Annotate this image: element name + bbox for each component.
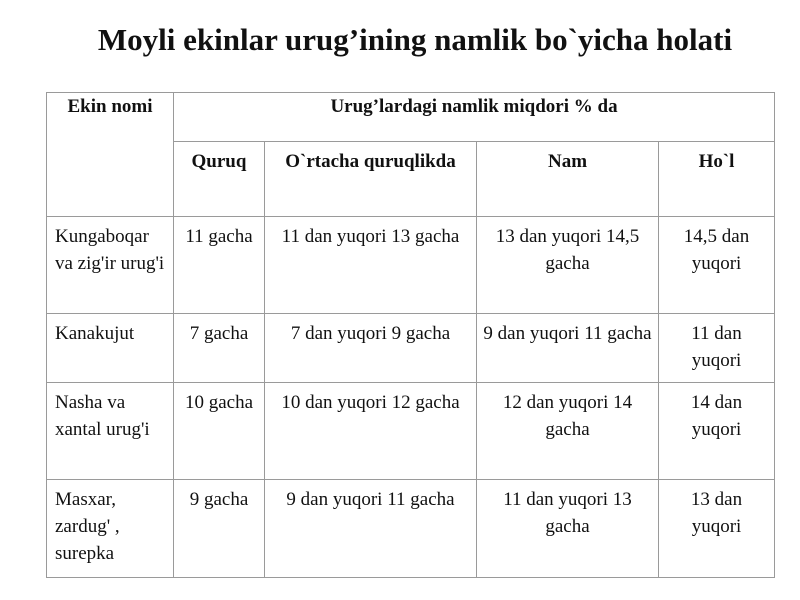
table-cell: 11 dan yuqori	[659, 314, 775, 383]
table-cell: 7 gacha	[174, 314, 265, 383]
table-cell: 9 dan yuqori 11 gacha	[477, 314, 659, 383]
table-cell: 10 dan yuqori 12 gacha	[265, 383, 477, 480]
table-cell: 11 gacha	[174, 217, 265, 314]
table-cell: 11 dan yuqori 13 gacha	[265, 217, 477, 314]
table-header-row	[47, 93, 775, 142]
table-cell: 10 gacha	[174, 383, 265, 480]
crop-name-cell: Masxar, zardug' , surepka	[47, 480, 174, 578]
table-cell: 13 dan yuqori	[659, 480, 775, 578]
crop-name-cell: Kungaboqar va zig'ir urug'i	[47, 217, 174, 314]
crop-name-cell: Kanakujut	[47, 314, 174, 383]
table-cell: 14,5 dan yuqori	[659, 217, 775, 314]
header-column-moist: Nam	[477, 142, 659, 217]
page-title: Moyli ekinlar urug’ining namlik bo`yicha holati	[97, 22, 733, 57]
table-row	[47, 480, 775, 578]
table-row	[47, 314, 775, 383]
header-column-wet: Ho`l	[659, 142, 775, 217]
header-column-dry: Quruq	[174, 142, 265, 217]
table-cell: 7 dan yuqori 9 gacha	[265, 314, 477, 383]
table-row	[47, 217, 775, 314]
header-column-medium-dry: O`rtacha quruqlikda	[265, 142, 477, 217]
table-cell: 11 dan yuqori 13 gacha	[477, 480, 659, 578]
table-row	[47, 383, 775, 480]
table-cell: 12 dan yuqori 14 gacha	[477, 383, 659, 480]
table-cell: 9 gacha	[174, 480, 265, 578]
crop-name-cell: Nasha va xantal urug'i	[47, 383, 174, 480]
table-cell: 14 dan yuqori	[659, 383, 775, 480]
header-moisture-group: Urug’lardagi namlik miqdori % da	[174, 93, 775, 142]
moisture-table	[46, 92, 775, 578]
header-crop-name: Ekin nomi	[47, 93, 174, 217]
table-cell: 13 dan yuqori 14,5 gacha	[477, 217, 659, 314]
table-cell: 9 dan yuqori 11 gacha	[265, 480, 477, 578]
